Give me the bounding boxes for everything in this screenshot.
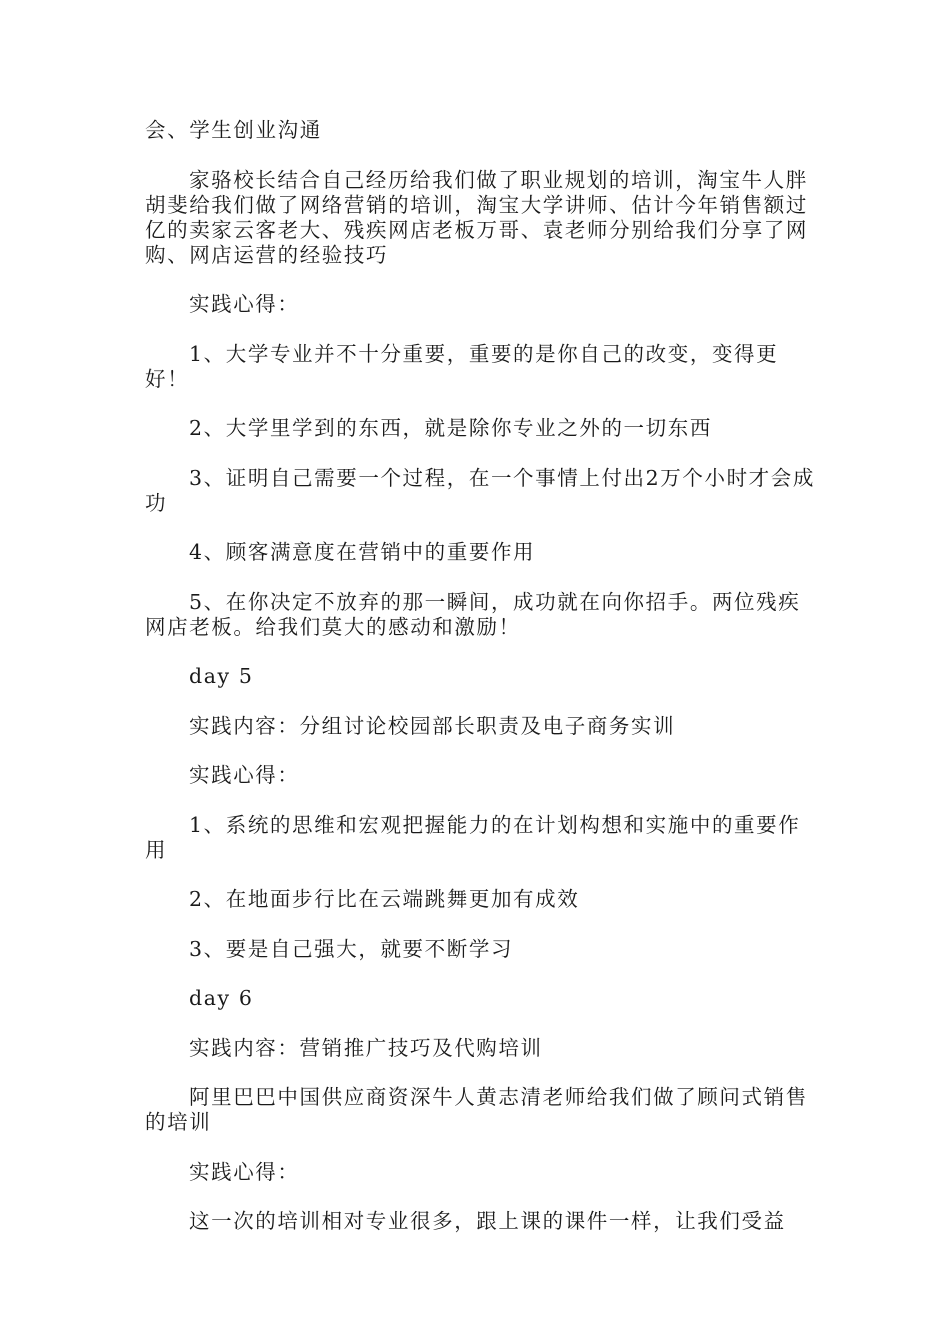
paragraph-day5-insight-1: 1、系统的思维和宏观把握能力的在计划构想和实施中的重要作用 (145, 812, 801, 862)
paragraph-day5-insight-3: 3、要是自己强大，就要不断学习 (189, 936, 514, 961)
paragraph-day6-content: 实践内容：营销推广技巧及代购培训 (189, 1035, 543, 1060)
paragraph-day5-insights-heading: 实践心得： (189, 763, 300, 787)
paragraph-heading-insights: 实践心得： (189, 292, 300, 316)
paragraph-day6-insight-text: 这一次的培训相对专业很多，跟上课的课件一样，让我们受益 (189, 1209, 786, 1233)
document-body (145, 118, 815, 1259)
paragraph-insight-5: 5、在你决定不放弃的那一瞬间，成功就在向你招手。两位残疾网店老板。给我们莫大的感动和激励！ (145, 589, 801, 639)
paragraph-insight-1: 1、大学专业并不十分重要，重要的是你自己的改变，变得更好！ (145, 341, 779, 391)
paragraph-day-5: day 5 (189, 664, 254, 688)
paragraph-day-6: day 6 (189, 986, 254, 1010)
paragraph-day6-training: 阿里巴巴中国供应商资深牛人黄志清老师给我们做了顾问式销售的培训 (145, 1085, 808, 1134)
paragraph-insight-4: 4、顾客满意度在营销中的重要作用 (189, 540, 536, 564)
paragraph-insight-2: 2、大学里学到的东西，就是除你专业之外的一切东西 (189, 416, 712, 440)
paragraph-day6-insights-heading: 实践心得： (189, 1159, 300, 1184)
paragraph-insight-3: 3、证明自己需要一个过程，在一个事情上付出2万个小时才会成功 (145, 465, 815, 515)
paragraph-day5-content: 实践内容：分组讨论校园部长职责及电子商务实训 (189, 713, 676, 738)
paragraph-training-summary: 家骆校长结合自己经历给我们做了职业规划的培训，淘宝牛人胖胡斐给我们做了网络营销的培训，淘宝大学讲师、估计今年销售额过亿的卖家云客老大、残疾网店老板万哥、袁老师分别给我们分享了网购、网店运营的经验技巧 (145, 167, 808, 267)
paragraph-continuation: 会、学生创业沟通 (145, 118, 322, 142)
paragraph-day5-insight-2: 2、在地面步行比在云端跳舞更加有成效 (189, 887, 580, 911)
